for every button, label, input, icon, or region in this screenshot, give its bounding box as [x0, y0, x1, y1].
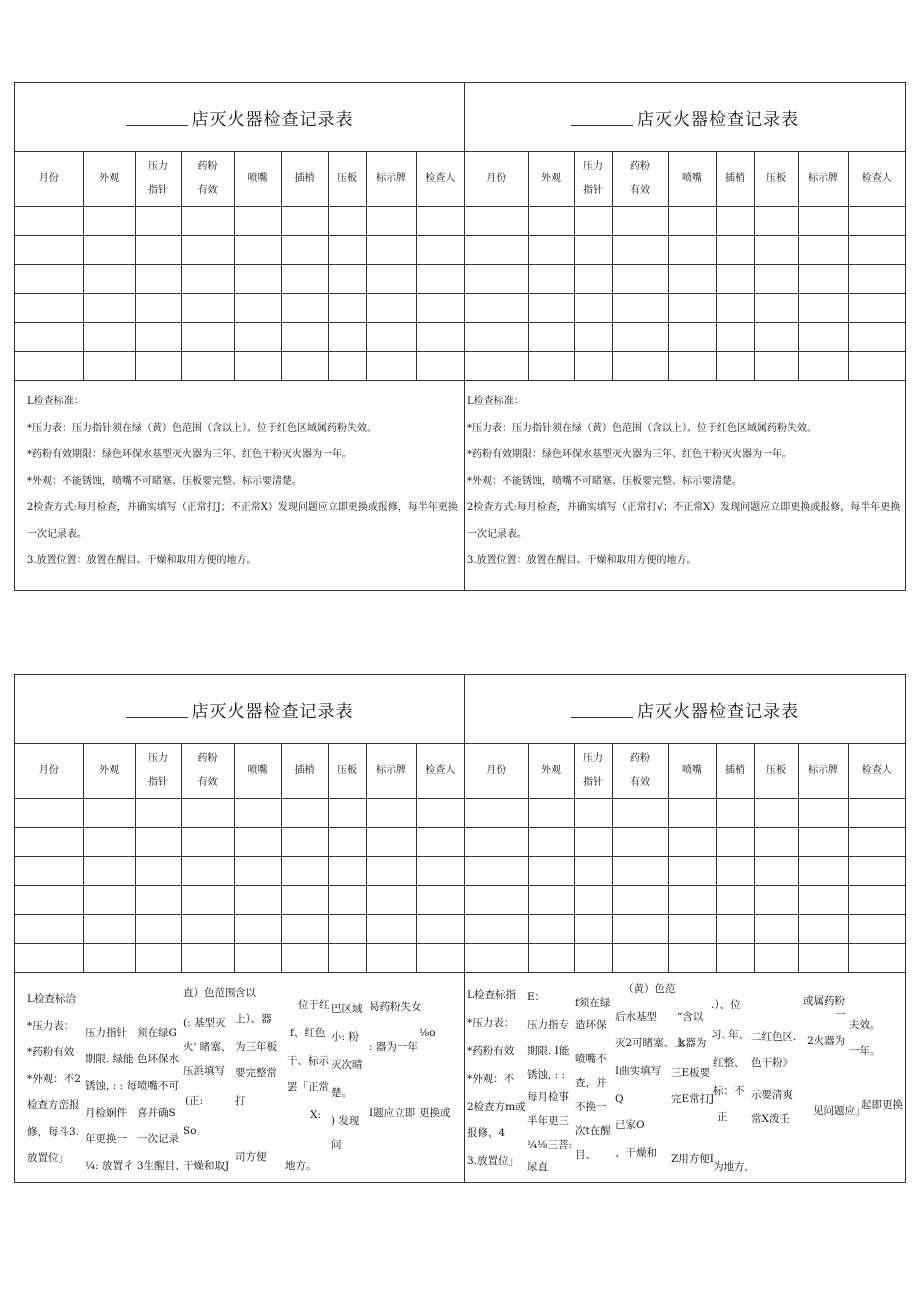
inspection-table	[465, 152, 905, 381]
inspection-notes: L检查标准： *压力表：压力指针须在绿（黄）色范围（含以上）、位于红色区域属药粉失效。 *药粉有效期限：绿色环保水基型灭火器为三年、红色干粉灭火器为一年。 *外观：不能锈蚀，喷嘴不可睹塞、压板要完整、标示要清楚。 2检查方式:每月检查，并确实填写（正常打√；不正常X）发现问题应立即更换或报修，每半年更换一次记录表。 3.放置位置：放置在醒目、干燥和取用方便的地方。	[467, 396, 901, 566]
form-title: 店灭火器检查记录表	[15, 675, 464, 744]
table-row[interactable]	[465, 799, 905, 828]
inspection-form-4	[464, 674, 906, 1183]
table-row[interactable]	[465, 236, 905, 265]
table-row[interactable]	[15, 265, 464, 294]
table-row[interactable]	[465, 352, 905, 381]
table-row[interactable]	[15, 915, 464, 944]
inspection-table	[465, 744, 905, 973]
table-header-row: 月份 外观 压力 指针 药粉 有效 喷嘴 插梢 压板 标示牌 检查人	[15, 744, 464, 799]
table-row[interactable]	[15, 294, 464, 323]
table-row[interactable]	[465, 265, 905, 294]
form-title: 店灭火器检查记录表	[465, 83, 905, 152]
table-row[interactable]	[465, 207, 905, 236]
table-row[interactable]	[465, 886, 905, 915]
inspection-table	[15, 744, 464, 973]
table-row[interactable]	[15, 207, 464, 236]
table-header-row: 月份 外观 压力 指针 药粉 有效 喷嘴 插梢 压板 标示牌 检查人	[465, 744, 905, 799]
table-row[interactable]	[465, 857, 905, 886]
table-row[interactable]	[15, 828, 464, 857]
table-row[interactable]	[15, 236, 464, 265]
form-title: 店灭火器检查记录表	[15, 83, 464, 152]
inspection-table	[15, 152, 464, 381]
table-row[interactable]	[465, 294, 905, 323]
table-row[interactable]	[15, 857, 464, 886]
inspection-form-3	[14, 674, 465, 1183]
table-row[interactable]	[465, 323, 905, 352]
garbled-notes: L检查标指 *压力表： *药粉有效 *外观：不 2检查方m或 报修，4 3.放置位」 E： 压力指专 期限. I能 锈蚀, : : 每月检事 半年更三 ¼⅛三菩: 尿直 f须在绿 造环保 喷嘴不 查，并 不换一 次t在醒 目、 （黄）色范 后水基型 灭2可睹塞、上 I曲实填写 Q 已家O 、干燥和 “含以 k器为 三E板要 完E常打J Z用方便I .）、位 习. 年、 红整、 标：不 正 为地方, 二红色区. 色干粉》 示要清爽 常X泼壬 或属药粉 2火器为 见问题应」 一 夫效。 一年。 起即更换	[467, 983, 903, 1173]
table-row[interactable]	[15, 944, 464, 973]
table-row[interactable]	[15, 799, 464, 828]
table-header-row: 月份 外观 压力 指针 药粉 有效 喷嘴 插梢 压板 标示牌 检查人	[15, 152, 464, 207]
table-header-row: 月份 外观 压力 指针 药粉 有效 喷嘴 插梢 压板 标示牌 检查人	[465, 152, 905, 207]
table-row[interactable]	[465, 828, 905, 857]
table-row[interactable]	[465, 944, 905, 973]
table-row[interactable]	[15, 352, 464, 381]
garbled-notes: L检查标洽 *压力表： *药粉有效 *外观：不2 检查方峦报 修，每斗3. 放置位」 压力指针 期限. 绿能 锈蚀, : : 每 月检娴件 年更换一 ¼: 放置彳 须在绿G 色环保水 喷嘴不可 喜并确S So 一次记录 3生醒目、 直）色范围 (: 基型灭 火' 睹塞、 压浜填写 (正: 干燥和取J 含以 上）、器 为三年板 要完整常 打 司方便 位于红 f、红色 干、标示 罢「正常 X: 地方。 巴区域 小: 粉 灭次晴 楚。 ) 发现 问 曷药粉失女 : 器为一年 I题应立即 ⅛o 更换或	[27, 987, 451, 1172]
inspection-notes: L检查标准： *压力表：压力指针须在绿（黄）色范围（含以上）、位于红色区域属药粉失效。 *药粉有效期限：绿色环保水基型灭火器为三年、红色干粉灭火器为一年。 *外观：不能锈蚀，喷嘴不可睹塞、压板要完整、标示要清楚。 2检查方式:每月检查，并确实填写（正常打J；不正常X）发现问题应立即更换或报修，每半年更换一次记录表。 3.放置位置：放置在醒目、干燥和取用方便的地方。	[27, 396, 458, 566]
table-row[interactable]	[15, 886, 464, 915]
table-row[interactable]	[465, 915, 905, 944]
inspection-form-2	[464, 82, 906, 591]
table-row[interactable]	[15, 323, 464, 352]
form-title: 店灭火器检查记录表	[465, 675, 905, 744]
inspection-form-1	[14, 82, 465, 591]
